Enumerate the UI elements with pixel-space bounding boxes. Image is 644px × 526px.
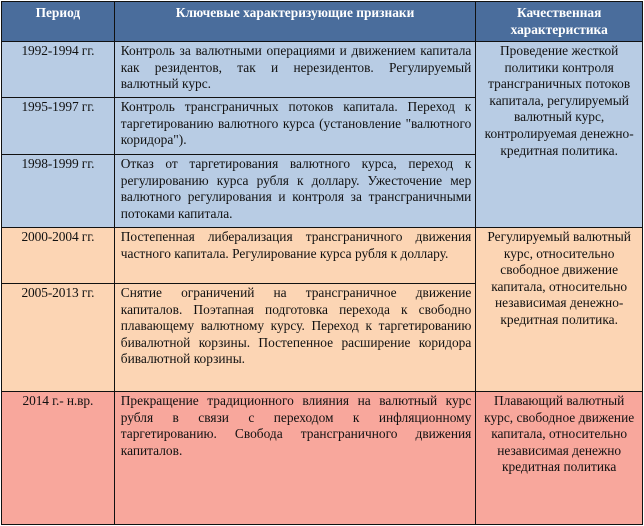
- period-cell: 2005-2013 гг.: [2, 284, 115, 392]
- quality-cell: Проведение жесткой политики контроля трансграничных потоков капитала, регулируемый валютный курс, контролируемая денежно-кредитная политика.: [476, 42, 643, 228]
- header-features: Ключевые характеризующие признаки: [114, 2, 476, 42]
- quality-cell: Регулируемый валютный курс, относительно свободное движение капитала, относительно независимая денежно-кредитная политика.: [476, 228, 643, 392]
- header-quality: Качественная характеристика: [476, 2, 643, 42]
- currency-regime-table: [1, 1, 643, 525]
- table-header-row: [2, 2, 643, 42]
- table-row: [2, 42, 643, 98]
- features-cell: Снятие ограничений на трансграничное движение капиталов. Поэтапная подготовка перехода к свободно плавающему валютному курсу. Переход к таргетированию бивалютной корзины. Постепенное расширение коридора бивалютной корзины.: [114, 284, 476, 392]
- period-cell: 1998-1999 гг.: [2, 155, 115, 228]
- quality-cell: Плавающий валютный курс, свободное движение капитала, относительно независимая денежно кредитная политика: [476, 392, 643, 525]
- table-row: [2, 228, 643, 284]
- period-cell: 1992-1994 гг.: [2, 42, 115, 98]
- period-cell: 2014 г.- н.вр.: [2, 392, 115, 525]
- features-cell: Контроль за валютными операциями и движением капитала как резидентов, так и нерезидентов. Регулируемый валютный курс.: [114, 42, 476, 98]
- features-cell: Контроль трансграничных потоков капитала. Переход к таргетированию валютного курса (установление "валютного коридора").: [114, 98, 476, 155]
- features-cell: Отказ от таргетирования валютного курса, переход к регулированию курса рубля к доллару. Ужесточение мер валютного регулирования и контроля за трансграничными потоками капитала.: [114, 155, 476, 228]
- period-cell: 1995-1997 гг.: [2, 98, 115, 155]
- period-cell: 2000-2004 гг.: [2, 228, 115, 284]
- features-cell: Постепенная либерализация трансграничного движения частного капитала. Регулирование курса рубля к доллару.: [114, 228, 476, 284]
- table-row: [2, 392, 643, 525]
- header-period: Период: [2, 2, 115, 42]
- features-cell: Прекращение традиционного влияния на валютный курс рубля в связи с переходом к инфляционному таргетированию. Свобода трансграничного движения капиталов.: [114, 392, 476, 525]
